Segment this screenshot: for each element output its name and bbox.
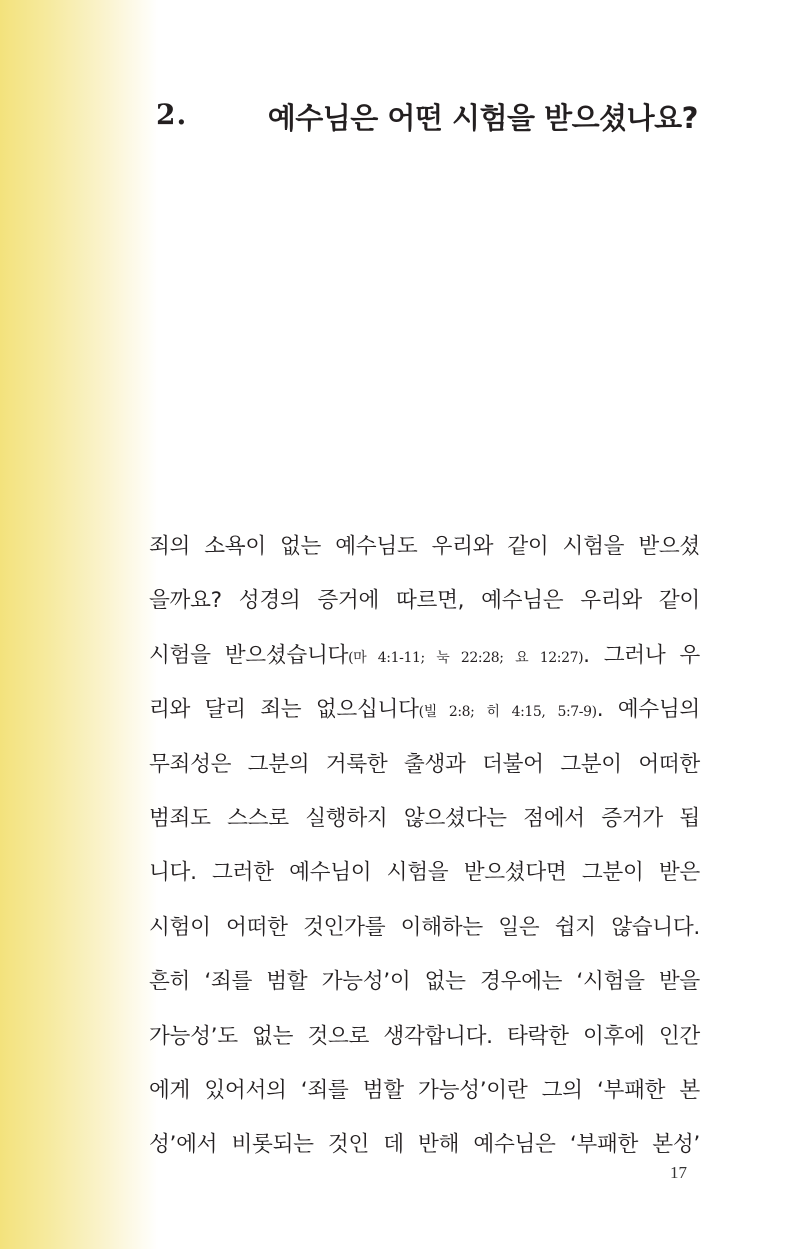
body-line: 니다. 그러한 예수님이 시험을 받으셨다면 그분이 받은 [149,860,700,886]
body-text [149,520,700,1173]
body-line: 죄의 소욕이 없는 예수님도 우리와 같이 시험을 받으셨 [149,534,700,559]
page-number: 17 [670,1163,687,1182]
body-line: 범죄도 스스로 실행하지 않으셨다는 점에서 증거가 됩 [149,805,700,831]
scripture-reference: (빌 2:8; 히 4:15, 5:7-9) [418,704,597,721]
body-line: 을까요? 성경의 증거에 따르면, 예수님은 우리와 같이 [149,588,700,614]
body-line: 시험이 어떠한 것인가를 이해하는 일은 쉽지 않습니다. [149,914,700,940]
chapter-title: 예수님은 어떤 시험을 받으셨나요? [267,101,698,135]
body-line: 에게 있어서의 ‘죄를 범할 가능성’이란 그의 ‘부패한 본 [149,1077,700,1103]
body-line: 시험을 받으셨습니다(마 4:1-11; 눅 22:28; 요 12:27). 그러나 우 [149,642,700,668]
body-line: 흔히 ‘죄를 범할 가능성’이 없는 경우에는 ‘시험을 받을 [149,969,700,995]
body-line: 성’에서 비롯되는 것인 데 반해 예수님은 ‘부패한 본성’ [149,1132,700,1158]
body-line: 가능성’도 없는 것으로 생각합니다. 타락한 이후에 인간 [149,1023,700,1049]
scripture-reference: (마 4:1-11; 눅 22:28; 요 12:27) [348,649,584,666]
decorative-side-band [0,0,158,1249]
chapter-number: 2. [156,98,188,131]
body-line: 리와 달리 죄는 없으십니다(빌 2:8; 히 4:15, 5:7-9). 예수님의 [149,697,700,723]
body-line: 무죄성은 그분의 거룩한 출생과 더불어 그분이 어떠한 [149,751,700,777]
